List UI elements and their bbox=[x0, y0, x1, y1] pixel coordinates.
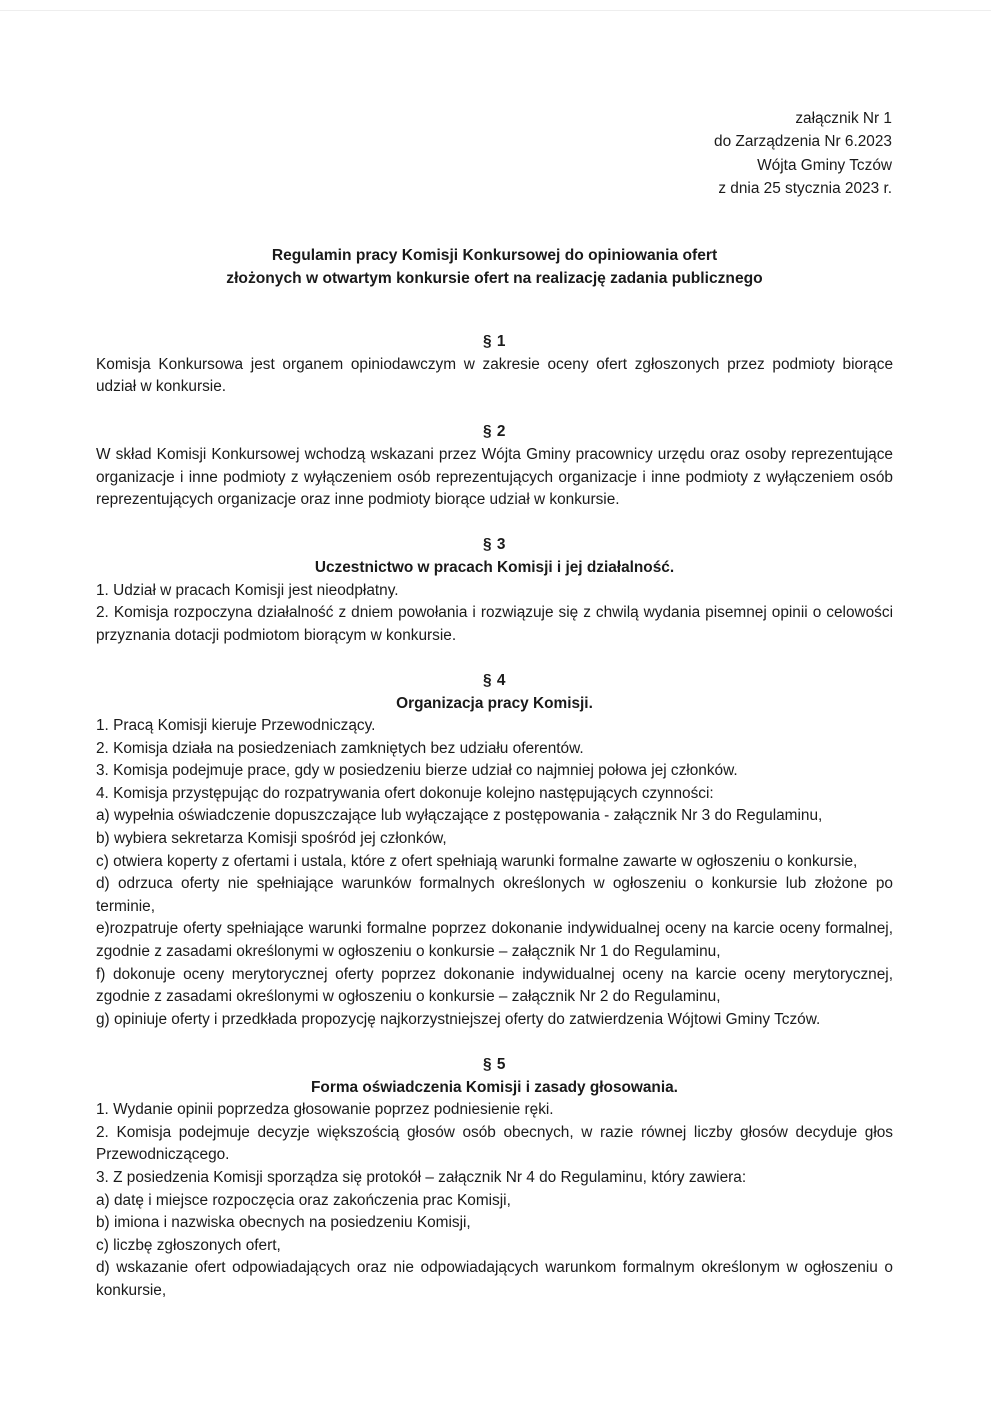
section-paragraph: Komisja Konkursowa jest organem opiniodawczym w zakresie oceny ofert zgłoszonych przez podmioty biorące udział w konkursie. bbox=[96, 355, 893, 396]
section-paragraph: W skład Komisji Konkursowej wchodzą wskazani przez Wójta Gminy pracownicy urzędu oraz osoby reprezentujące organizacje i inne podmioty z wyłączeniem osób reprezentujących organizacje i inne podmioty z wyłączeniem osób reprezentujących organizacje oraz inne podmioty biorące udział w konkursie. bbox=[96, 445, 893, 509]
section-title: Uczestnictwo w pracach Komisji i jej działalność. bbox=[314, 558, 675, 576]
list-item: b) imiona i nazwiska obecnych na posiedzeniu Komisji, bbox=[96, 1214, 471, 1232]
attachment-header bbox=[714, 107, 892, 201]
section-number: § 3 bbox=[483, 536, 506, 554]
list-item: f) dokonuje oceny merytorycznej oferty poprzez dokonanie indywidualnej oceny na karcie oceny merytorycznej, zgodnie z zasadami określonymi w ogłoszeniu o konkursie – załącznik Nr 2 do Regulaminu, bbox=[96, 965, 893, 1006]
list-item: 1. Pracą Komisji kieruje Przewodniczący. bbox=[96, 717, 376, 735]
issuer: Wójta Gminy Tczów bbox=[757, 156, 892, 174]
scan-edge-line bbox=[0, 10, 991, 11]
list-item: g) opiniuje oferty i przedkłada propozycję najkorzystniejszej oferty do zatwierdzenia Wójtowi Gminy Tczów. bbox=[96, 1010, 821, 1028]
section-2 bbox=[96, 421, 893, 511]
section-number: § 4 bbox=[483, 671, 506, 689]
section-3 bbox=[96, 534, 893, 647]
ordinance-reference: do Zarządzenia Nr 6.2023 bbox=[714, 133, 892, 151]
list-item: 2. Komisja rozpoczyna działalność z dniem powołania i rozwiązuje się z chwilą wydania pisemnej opinii o celowości przyznania dotacji podmiotom biorącym w konkursie. bbox=[96, 604, 893, 644]
document-body bbox=[96, 331, 893, 1325]
list-item: a) wypełnia oświadczenie dopuszczające lub wyłączające z postępowania - załącznik Nr 3 do Regulaminu, bbox=[96, 807, 823, 825]
section-5 bbox=[96, 1054, 893, 1303]
list-item: e)rozpatruje oferty spełniające warunki formalne poprzez dokonanie indywidualnej oceny na karcie oceny formalnej, zgodnie z zasadami określonymi w ogłoszeniu o konkursie – załącznik Nr 1 do Regulaminu, bbox=[96, 920, 893, 961]
list-item: b) wybiera sekretarza Komisji spośród jej członków, bbox=[96, 830, 447, 848]
section-number: § 2 bbox=[483, 423, 506, 441]
section-title: Organizacja pracy Komisji. bbox=[396, 694, 593, 712]
title-line-2: złożonych w otwartym konkursie ofert na realizację zadania publicznego bbox=[226, 270, 763, 288]
list-item: 2. Komisja działa na posiedzeniach zamkniętych bez udziału oferentów. bbox=[96, 739, 584, 757]
section-1 bbox=[96, 331, 893, 399]
list-item: 1. Udział w pracach Komisji jest nieodpłatny. bbox=[96, 581, 399, 599]
attachment-number: załącznik Nr 1 bbox=[795, 110, 892, 127]
list-item: a) datę i miejsce rozpoczęcia oraz zakończenia prac Komisji, bbox=[96, 1191, 511, 1209]
section-number: § 1 bbox=[483, 333, 506, 350]
list-item: d) wskazanie ofert odpowiadających oraz nie odpowiadających warunkom formalnym określonym w ogłoszeniu o konkursie, bbox=[96, 1259, 893, 1299]
list-item: c) otwiera koperty z ofertami i ustala, które z ofert spełniają warunki formalne zawarte w ogłoszeniu o konkursie, bbox=[96, 852, 858, 870]
list-item: 1. Wydanie opinii poprzedza głosowanie poprzez podniesienie ręki. bbox=[96, 1101, 554, 1119]
list-item: 3. Komisja podejmuje prace, gdy w posiedzeniu bierze udział co najmniej połowa jej członków. bbox=[96, 762, 738, 780]
issue-date: z dnia 25 stycznia 2023 r. bbox=[718, 180, 892, 198]
list-item: d) odrzuca oferty nie spełniające warunków formalnych określonych w ogłoszeniu o konkursie lub złożone po terminie, bbox=[96, 875, 893, 915]
section-number: § 5 bbox=[483, 1056, 506, 1073]
section-4 bbox=[96, 670, 893, 1032]
list-item: 3. Z posiedzenia Komisji sporządza się protokół – załącznik Nr 4 do Regulaminu, który zawiera: bbox=[96, 1168, 747, 1186]
list-item: 4. Komisja przystępując do rozpatrywania ofert dokonuje kolejno następujących czynności: bbox=[96, 784, 714, 802]
list-item: 2. Komisja podejmuje decyzje większością głosów osób obecnych, w razie równej liczby głosów decyduje głos Przewodniczącego. bbox=[96, 1123, 893, 1164]
title-line-1: Regulamin pracy Komisji Konkursowej do opiniowania ofert bbox=[271, 247, 718, 264]
list-item: c) liczbę zgłoszonych ofert, bbox=[96, 1236, 281, 1254]
section-title: Forma oświadczenia Komisji i zasady głosowania. bbox=[311, 1078, 678, 1096]
document-title bbox=[96, 244, 893, 291]
